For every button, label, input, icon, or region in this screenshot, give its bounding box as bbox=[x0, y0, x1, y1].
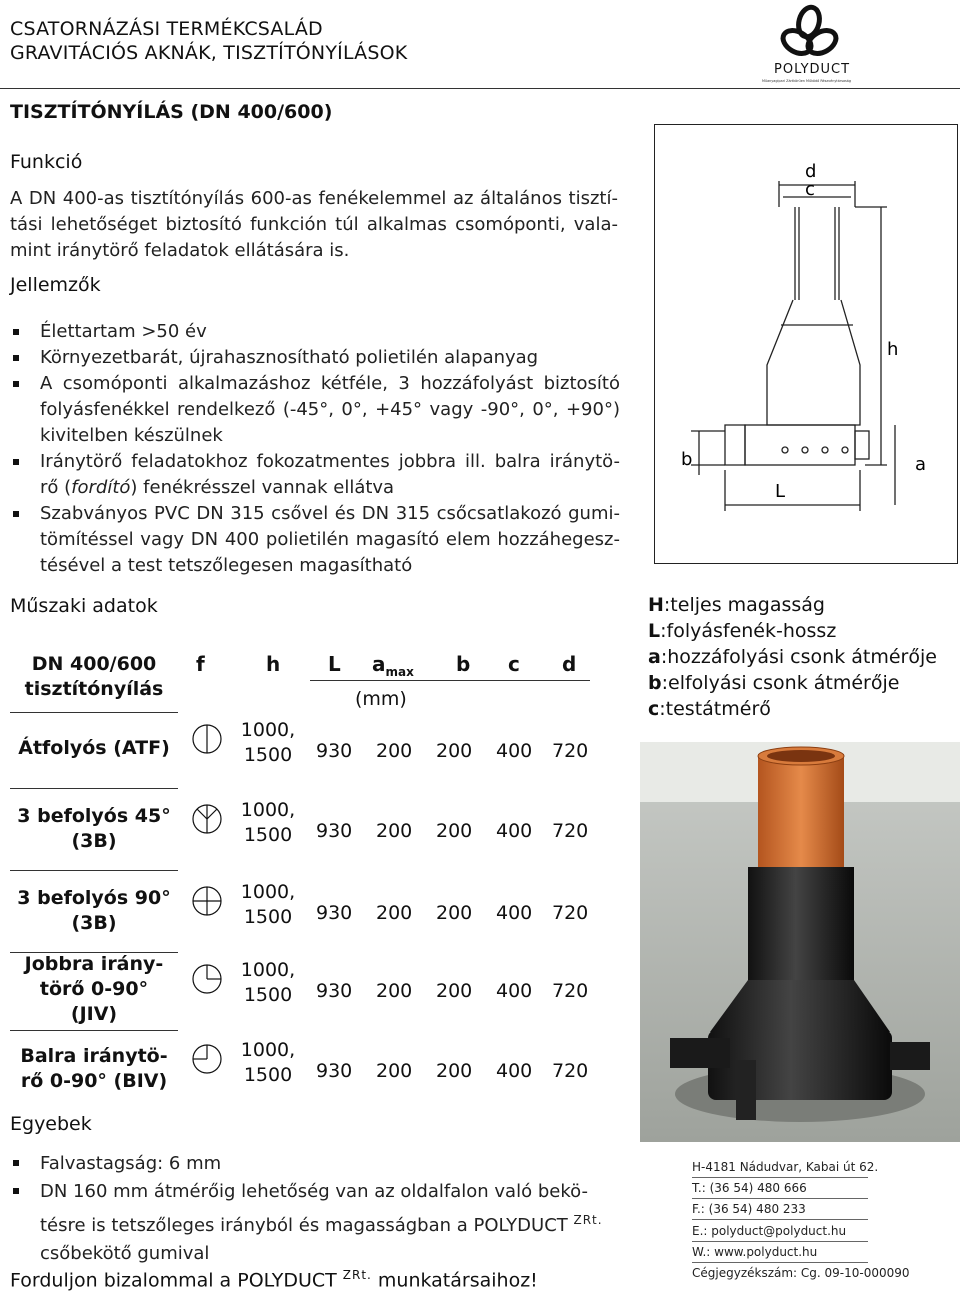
header-line2: GRAVITÁCIÓS AKNÁK, TISZTÍTÓNYÍLÁSOK bbox=[10, 42, 408, 64]
row-label-line: 3 befolyós 90° bbox=[17, 887, 171, 909]
table-corner bbox=[10, 652, 178, 702]
row-value: 930 bbox=[316, 740, 353, 762]
row-h-line: 1500 bbox=[243, 984, 293, 1006]
row-h-line: 1500 bbox=[243, 824, 293, 846]
legend-key: c bbox=[648, 698, 660, 720]
legend-item bbox=[648, 644, 937, 670]
drawing-label-b: b bbox=[681, 449, 693, 470]
header-divider bbox=[310, 680, 590, 681]
footer-zrt: ZRt. bbox=[342, 1268, 372, 1282]
legend-key: a bbox=[648, 646, 661, 668]
row-value: 200 bbox=[436, 740, 473, 762]
feature-item bbox=[10, 449, 620, 501]
legend-item bbox=[648, 618, 937, 644]
legend-item bbox=[648, 592, 937, 618]
row-value: 400 bbox=[496, 820, 533, 842]
legend-key: L bbox=[648, 620, 661, 642]
row-value: 930 bbox=[316, 980, 353, 1002]
legend-text: :teljes magasság bbox=[663, 594, 825, 616]
row-value: 200 bbox=[376, 1060, 413, 1082]
row-h-line: 1500 bbox=[243, 906, 293, 928]
feature-item: A csomóponti alkalmazáshoz kétféle, 3 hozzáfolyást biztosító folyásfenékkel rendelkező (-45°, 0°, +45° vagy -90°, 0°, +90°) kivitelben készülnek bbox=[10, 371, 620, 449]
function-text bbox=[10, 186, 618, 264]
row-h-line: 1500 bbox=[243, 1064, 293, 1086]
col-c: c bbox=[508, 652, 520, 676]
other-item2-line3: csőbekötő gumival bbox=[40, 1243, 210, 1264]
row-value: 400 bbox=[496, 1060, 533, 1082]
flow-symbol-icon bbox=[190, 722, 226, 763]
logo-text: POLYDUCT bbox=[774, 62, 851, 77]
row-divider bbox=[10, 788, 178, 789]
row-h-line: 1000, bbox=[240, 881, 296, 903]
flow-symbol-icon bbox=[190, 884, 226, 925]
other-item2-line1: DN 160 mm átmérőig lehetőség van az oldalfalon való bekö- bbox=[40, 1181, 588, 1202]
other-item2-line2 bbox=[40, 1206, 620, 1240]
dimension-legend bbox=[648, 592, 937, 722]
drawing-label-a: a bbox=[915, 454, 927, 475]
contact-divider bbox=[692, 1177, 868, 1178]
col-b: b bbox=[456, 652, 471, 676]
row-value: 930 bbox=[316, 820, 353, 842]
legend-text: :hozzáfolyási csonk átmérője bbox=[660, 646, 937, 668]
row-value: 400 bbox=[496, 980, 533, 1002]
row-label bbox=[10, 886, 178, 936]
features-list bbox=[10, 319, 620, 579]
row-divider bbox=[10, 870, 178, 871]
flow-symbol-icon bbox=[190, 1042, 226, 1083]
header-text bbox=[10, 17, 407, 65]
technical-drawing bbox=[654, 124, 958, 564]
contact-line-text: F.: (36 54) 480 233 bbox=[692, 1202, 806, 1216]
other-item2-line2-text: tésre is tetszőleges irányból és magasságban a POLYDUCT bbox=[40, 1215, 568, 1236]
row-h-line: 1000, bbox=[240, 1039, 296, 1061]
flow-symbol-icon bbox=[190, 962, 226, 1003]
polyduct-logo bbox=[762, 2, 857, 90]
legend-text: :elfolyási csonk átmérője bbox=[661, 672, 900, 694]
row-value: 200 bbox=[376, 902, 413, 924]
row-value: 930 bbox=[316, 902, 353, 924]
row-value: 720 bbox=[552, 1060, 589, 1082]
legend-item bbox=[648, 696, 937, 722]
col-a-subscript: max bbox=[385, 665, 414, 679]
contact-divider bbox=[692, 1198, 868, 1199]
col-d: d bbox=[562, 652, 577, 676]
row-value: 200 bbox=[376, 740, 413, 762]
row-value: 200 bbox=[436, 820, 473, 842]
row-h bbox=[238, 718, 298, 768]
row-divider bbox=[10, 712, 178, 713]
col-f: f bbox=[196, 652, 205, 676]
function-heading: Funkció bbox=[10, 151, 83, 173]
row-value: 930 bbox=[316, 1060, 353, 1082]
row-label-line: (3B) bbox=[71, 830, 117, 852]
table-row bbox=[10, 1038, 630, 1116]
row-divider bbox=[10, 1030, 178, 1031]
row-label bbox=[10, 736, 178, 761]
row-label-line: rő 0-90° (BIV) bbox=[20, 1070, 168, 1092]
other-item bbox=[10, 1178, 620, 1268]
row-h-line: 1000, bbox=[240, 799, 296, 821]
contact-line-text: E.: polyduct@polyduct.hu bbox=[692, 1224, 847, 1238]
contact-line-text: T.: (36 54) 480 666 bbox=[692, 1181, 807, 1195]
product-image-icon bbox=[640, 742, 960, 1142]
legend-item bbox=[648, 670, 937, 696]
feature-item4-pre: Iránytörő feladatokhoz fokozatmentes jobbra ill. balra iránytö- rő ( bbox=[40, 451, 620, 498]
col-a bbox=[372, 652, 414, 679]
contact-line-text: H-4181 Nádudvar, Kabai út 62. bbox=[692, 1160, 879, 1174]
col-a-label: a bbox=[372, 652, 386, 676]
cross-section-drawing-icon bbox=[655, 125, 957, 563]
table-row bbox=[10, 880, 630, 958]
row-label-line: Balra iránytö- bbox=[20, 1045, 168, 1067]
flow-symbol-icon bbox=[190, 802, 226, 843]
contact-divider bbox=[692, 1262, 868, 1263]
corner-line2: tisztítónyílás bbox=[24, 678, 164, 700]
col-L: L bbox=[328, 652, 341, 676]
legend-key: H bbox=[648, 594, 664, 616]
feature-item: Élettartam >50 év bbox=[10, 319, 620, 345]
drawing-label-c: c bbox=[805, 179, 815, 200]
logo-subtext: Műanyagipari Zártkörűen Működő Részvénytársaság bbox=[762, 79, 852, 83]
legend-text: :testátmérő bbox=[659, 698, 771, 720]
contact-divider bbox=[692, 1219, 868, 1220]
corner-line1: DN 400/600 bbox=[31, 653, 157, 675]
other-list bbox=[10, 1150, 620, 1268]
other-heading: Egyebek bbox=[10, 1113, 92, 1135]
row-value: 200 bbox=[376, 820, 413, 842]
row-value: 720 bbox=[552, 902, 589, 924]
row-label bbox=[10, 804, 178, 854]
features-heading: Jellemzők bbox=[10, 274, 101, 296]
row-h bbox=[238, 1038, 298, 1088]
row-h-line: 1000, bbox=[240, 959, 296, 981]
row-h-line: 1500 bbox=[243, 744, 293, 766]
legend-text: :folyásfenék-hossz bbox=[660, 620, 837, 642]
row-label-line: (3B) bbox=[71, 912, 117, 934]
feature-item4-post: ) fenékrésszel vannak ellátva bbox=[130, 477, 395, 498]
row-label-line: (JIV) bbox=[70, 1003, 118, 1025]
table-row bbox=[10, 798, 630, 876]
col-h: h bbox=[266, 652, 281, 676]
tech-table bbox=[10, 640, 630, 1110]
feature-item4-italic: fordító bbox=[71, 477, 131, 498]
row-value: 400 bbox=[496, 902, 533, 924]
footer-text-a: Forduljon bizalommal a POLYDUCT bbox=[10, 1269, 337, 1292]
other-item: Falvastagság: 6 mm bbox=[10, 1150, 620, 1178]
row-value: 400 bbox=[496, 740, 533, 762]
legend-key: b bbox=[648, 672, 662, 694]
drawing-label-d: d bbox=[805, 161, 817, 182]
footer-text-b: munkatársaihoz! bbox=[377, 1269, 538, 1292]
footer-text bbox=[10, 1268, 538, 1291]
row-h bbox=[238, 958, 298, 1008]
row-value: 720 bbox=[552, 820, 589, 842]
function-paragraph: A DN 400-as tisztítónyílás 600-as fenékelemmel az általános tisztí- tási lehetőséget biztosító funkción túl alkalmas csomóponti, vala- mint iránytörő feladatok ellátására is. bbox=[10, 188, 618, 261]
row-value: 200 bbox=[436, 980, 473, 1002]
drawing-label-L: L bbox=[775, 481, 786, 502]
row-value: 200 bbox=[376, 980, 413, 1002]
zrt-mark: ZRt. bbox=[573, 1213, 603, 1227]
table-row bbox=[10, 953, 630, 1036]
row-label-line: Átfolyós (ATF) bbox=[18, 737, 170, 759]
row-label-line: törő 0-90° bbox=[39, 978, 149, 1000]
header-line1: CSATORNÁZÁSI TERMÉKCSALÁD bbox=[10, 18, 323, 40]
row-value: 200 bbox=[436, 902, 473, 924]
page-title: TISZTÍTÓNYÍLÁS (DN 400/600) bbox=[10, 101, 333, 123]
row-h-line: 1000, bbox=[240, 719, 296, 741]
feature-item: Szabványos PVC DN 315 csővel és DN 315 csőcsatlakozó gumi- tömítéssel vagy DN 400 polietilén magasító elem hozzáhegesz- tésével a test tetszőlegesen magasítható bbox=[10, 501, 620, 579]
drawing-label-h: h bbox=[887, 339, 899, 360]
row-h bbox=[238, 880, 298, 930]
product-photo bbox=[640, 742, 960, 1142]
row-h bbox=[238, 798, 298, 848]
row-value: 720 bbox=[552, 980, 589, 1002]
feature-item: Környezetbarát, újrahasznosítható polietilén alapanyag bbox=[10, 345, 620, 371]
row-label bbox=[10, 1044, 178, 1094]
tech-heading: Műszaki adatok bbox=[10, 595, 158, 617]
table-unit: (mm) bbox=[355, 688, 407, 710]
row-value: 200 bbox=[436, 1060, 473, 1082]
row-label bbox=[10, 952, 178, 1027]
contact-line-text: Cégjegyzékszám: Cg. 09-10-000090 bbox=[692, 1266, 910, 1280]
header-rule bbox=[0, 88, 960, 89]
row-value: 720 bbox=[552, 740, 589, 762]
row-label-line: 3 befolyós 45° bbox=[17, 805, 171, 827]
table-row bbox=[10, 718, 630, 796]
contact-divider bbox=[692, 1241, 868, 1242]
contact-line-text: W.: www.polyduct.hu bbox=[692, 1245, 818, 1259]
row-label-line: Jobbra irány- bbox=[24, 953, 164, 975]
